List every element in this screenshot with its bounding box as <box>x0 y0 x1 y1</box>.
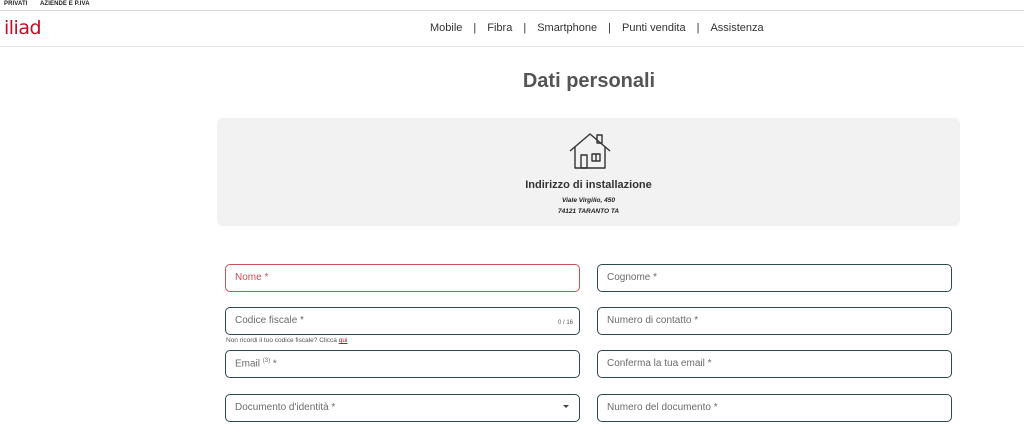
nav-item-assistenza[interactable]: Assistenza <box>710 22 764 34</box>
character-counter: 0 / 16 <box>557 320 573 326</box>
hint-text: Non ricordi il tuo codice fiscale? Clicca <box>226 337 337 344</box>
documento-select[interactable] <box>225 394 580 422</box>
page-title: Dati personali <box>522 70 656 92</box>
privati-link[interactable]: PRIVATI <box>4 1 28 7</box>
nav-item-punti-vendita[interactable]: Punti vendita <box>621 22 686 34</box>
nav-separator: | <box>523 22 527 34</box>
numero-documento-placeholder: Numero del documento * <box>607 402 718 413</box>
address-title: Indirizzo di installazione <box>525 179 652 191</box>
hint-link[interactable]: qui <box>338 337 348 344</box>
nome-field[interactable] <box>225 264 580 292</box>
email-field[interactable] <box>225 350 580 378</box>
nav-item-mobile[interactable]: Mobile <box>430 22 463 34</box>
codice-fiscale-placeholder: Codice fiscale * <box>235 315 304 326</box>
nome-placeholder: Nome * <box>235 272 269 283</box>
nav-separator: | <box>473 22 477 34</box>
address-city: 74121 TARANTO TA <box>557 208 620 215</box>
numero-contatto-field[interactable] <box>597 307 952 335</box>
nav-item-smartphone[interactable]: Smartphone <box>537 22 598 34</box>
chevron-down-icon <box>563 405 569 408</box>
documento-placeholder: Documento d'identità * <box>235 402 336 413</box>
codice-fiscale-hint <box>226 337 347 344</box>
nav-item-fibra[interactable]: Fibra <box>487 22 513 34</box>
address-street: Viale Virgilio, 450 <box>562 197 615 204</box>
numero-contatto-placeholder: Numero di contatto * <box>607 315 699 326</box>
aziende-link[interactable]: AZIENDE E P.IVA <box>40 1 90 7</box>
site-header <box>0 11 1024 47</box>
iliad-logo[interactable]: iliad <box>4 17 42 39</box>
cognome-placeholder: Cognome * <box>607 272 658 283</box>
conferma-email-placeholder: Conferma la tua email * <box>607 358 712 369</box>
numero-documento-field[interactable] <box>597 394 952 422</box>
footnote-marker: (3) <box>262 358 271 364</box>
installation-address-card <box>217 118 960 226</box>
nav-separator: | <box>608 22 611 34</box>
main-nav <box>430 22 764 34</box>
email-placeholder: Email $^{(3)}$ * <box>235 358 277 370</box>
top-bar <box>0 0 1024 11</box>
house-icon <box>568 131 612 171</box>
nav-separator: | <box>696 22 700 34</box>
codice-fiscale-field[interactable] <box>225 307 580 335</box>
conferma-email-field[interactable] <box>597 350 952 378</box>
cognome-field[interactable] <box>597 264 952 292</box>
